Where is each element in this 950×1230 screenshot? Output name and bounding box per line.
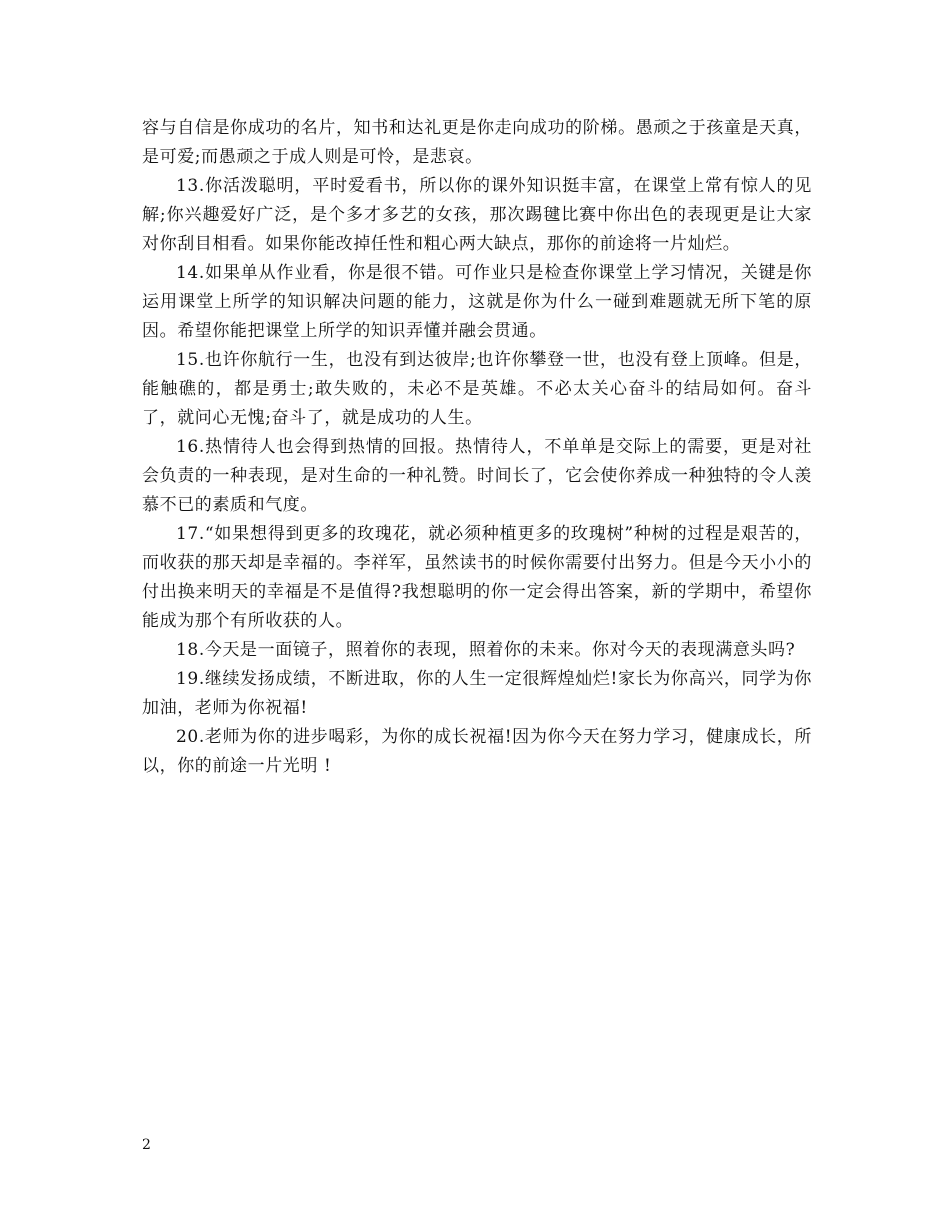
paragraph-item-13: 13.你活泼聪明，平时爱看书，所以你的课外知识挺丰富，在课堂上常有惊人的见解;你兴趣爱好广泛，是个多才多艺的女孩，那次踢毽比赛中你出色的表现更是让大家对你刮目相看。如果你能改掉任性和粗心两大缺点，那你的前途将一片灿烂。	[142, 176, 812, 254]
paragraph-item-16: 16.热情待人也会得到热情的回报。热情待人，不单单是交际上的需要，更是对社会负责的一种表现，是对生命的一种礼赞。时间长了，它会使你养成一种独特的令人羡慕不已的素质和气度。	[142, 437, 812, 515]
paragraph-item-18: 18.今天是一面镜子，照着你的表现，照着你的未来。你对今天的表现满意头吗?	[176, 640, 796, 660]
paragraph-item-15: 15.也许你航行一生，也没有到达彼岸;也许你攀登一世，也没有登上顶峰。但是，能触礁的，都是勇士;敢失败的，未必不是英雄。不必太关心奋斗的结局如何。奋斗了，就问心无愧;奋斗了，就是成功的人生。	[142, 350, 812, 428]
paragraph-item-14: 14.如果单从作业看，你是很不错。可作业只是检查你课堂上学习情况，关键是你运用课堂上所学的知识解决问题的能力，这就是你为什么一碰到难题就无所下笔的原因。希望你能把课堂上所学的知识弄懂并融会贯通。	[142, 263, 812, 341]
paragraph-item-19: 19.继续发扬成绩，不断进取，你的人生一定很辉煌灿烂!家长为你高兴，同学为你加油，老师为你祝福!	[142, 669, 812, 718]
page-number: 2	[142, 1137, 151, 1153]
paragraph-item-17: 17.“如果想得到更多的玫瑰花，就必须种植更多的玫瑰树”种树的过程是艰苦的，而收获的那天却是幸福的。李祥军，虽然读书的时候你需要付出努力。但是今天小小的付出换来明天的幸福是不是值得?我想聪明的你一定会得出答案，新的学期中，希望你能成为那个有所收获的人。	[142, 524, 812, 631]
document-body	[142, 114, 812, 781]
paragraph-item-20: 20.老师为你的进步喝彩，为你的成长祝福!因为你今天在努力学习，健康成长，所以，你的前途一片光明 !	[142, 727, 812, 776]
paragraph-continuation: 容与自信是你成功的名片，知书和达礼更是你走向成功的阶梯。愚顽之于孩童是天真，是可爱;而愚顽之于成人则是可怜，是悲哀。	[142, 118, 812, 167]
